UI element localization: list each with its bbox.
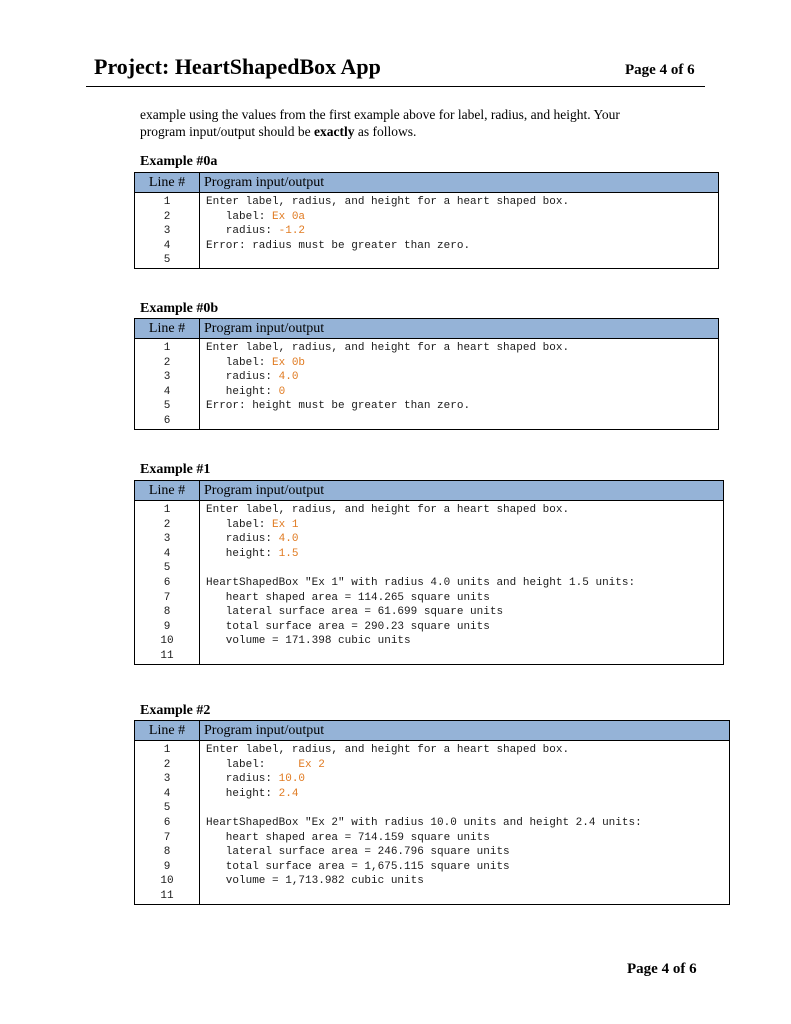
program-output-line xyxy=(200,860,730,875)
table-row xyxy=(135,547,724,562)
table-row xyxy=(135,620,724,635)
table-row xyxy=(135,253,719,268)
output-text: radius: xyxy=(206,225,279,238)
line-number: 3 xyxy=(135,370,200,385)
line-number: 9 xyxy=(135,620,200,635)
footer-page-number: Page 4 of 6 xyxy=(627,961,697,977)
intro-line-2-end: as follows. xyxy=(354,124,417,139)
user-input-value: Ex 0a xyxy=(272,210,306,223)
output-text: heart shaped area = 714.159 square units xyxy=(206,831,490,844)
table-row xyxy=(135,532,724,547)
user-input-value: Ex 1 xyxy=(272,518,299,531)
table-row xyxy=(135,787,730,802)
line-number: 2 xyxy=(135,356,200,371)
program-output-line xyxy=(200,801,730,816)
table-row xyxy=(135,385,719,400)
line-number: 6 xyxy=(135,414,200,429)
table-row xyxy=(135,758,730,773)
example-title: Example #0a xyxy=(140,154,218,169)
program-output-line xyxy=(200,399,719,414)
output-text: label: xyxy=(206,356,273,369)
line-number: 10 xyxy=(135,634,200,649)
program-output-line xyxy=(200,370,719,385)
program-io-header: Program input/output xyxy=(200,319,719,339)
program-output-line xyxy=(200,649,724,664)
user-input-value: 0 xyxy=(278,385,286,398)
user-input-value: 1.5 xyxy=(278,547,299,560)
line-number: 5 xyxy=(135,399,200,414)
table-row xyxy=(135,518,724,533)
table-row xyxy=(135,741,730,758)
program-io-header: Program input/output xyxy=(200,173,719,193)
output-text: total surface area = 1,675.115 square units xyxy=(206,860,510,873)
program-output-line xyxy=(200,561,724,576)
output-text: volume = 1,713.982 cubic units xyxy=(206,875,424,888)
table-row xyxy=(135,591,724,606)
program-output-line xyxy=(200,385,719,400)
program-output-line xyxy=(200,758,730,773)
program-output-line xyxy=(200,874,730,889)
output-text: height: xyxy=(206,787,279,800)
line-number: 5 xyxy=(135,801,200,816)
line-number: 6 xyxy=(135,816,200,831)
output-text: Enter label, radius, and height for a heart shaped box. xyxy=(206,342,570,354)
program-output-line xyxy=(200,845,730,860)
output-text: radius: xyxy=(206,533,279,546)
intro-paragraph xyxy=(140,106,700,140)
user-input-value: 4.0 xyxy=(278,371,299,384)
line-number: 1 xyxy=(135,339,200,356)
output-text: radius: xyxy=(206,773,279,786)
program-output-line xyxy=(200,889,730,904)
line-number: 4 xyxy=(135,787,200,802)
output-text: Error: height must be greater than zero. xyxy=(206,400,471,413)
table-row xyxy=(135,339,719,356)
program-output-line xyxy=(200,224,719,239)
table-row xyxy=(135,239,719,254)
program-output-line xyxy=(200,772,730,787)
line-number: 4 xyxy=(135,239,200,254)
table-row xyxy=(135,772,730,787)
line-number: 2 xyxy=(135,758,200,773)
program-output-line xyxy=(200,741,730,758)
header-page-number: Page 4 of 6 xyxy=(625,62,695,78)
table-row xyxy=(135,414,719,429)
user-input-value: -1.2 xyxy=(278,225,306,238)
header-divider xyxy=(86,86,705,87)
table-row xyxy=(135,889,730,904)
program-output-line xyxy=(200,239,719,254)
table-row xyxy=(135,605,724,620)
output-text: Enter label, radius, and height for a heart shaped box. xyxy=(206,196,570,208)
line-number: 2 xyxy=(135,210,200,225)
line-number: 5 xyxy=(135,253,200,268)
program-output-line xyxy=(200,193,719,210)
table-row xyxy=(135,399,719,414)
table-row xyxy=(135,370,719,385)
line-number-header: Line # xyxy=(135,721,200,741)
example-0b-table xyxy=(134,318,719,430)
output-text: volume = 171.398 cubic units xyxy=(206,635,411,648)
output-text: label: xyxy=(206,210,273,223)
program-output-line xyxy=(200,210,719,225)
output-text: Error: radius must be greater than zero. xyxy=(206,239,471,252)
program-io-header: Program input/output xyxy=(200,481,724,501)
table-row xyxy=(135,224,719,239)
program-output-line xyxy=(200,591,724,606)
table-row xyxy=(135,634,724,649)
user-input-value: 10.0 xyxy=(278,773,306,786)
line-number: 10 xyxy=(135,874,200,889)
program-output-line xyxy=(200,787,730,802)
output-text: label: xyxy=(206,518,273,531)
line-number: 4 xyxy=(135,385,200,400)
example-title: Example #0b xyxy=(140,301,219,316)
intro-line-1: example using the values from the first example above for label, radius, and height. Your xyxy=(140,107,620,122)
program-output-line xyxy=(200,532,724,547)
output-text: Enter label, radius, and height for a heart shaped box. xyxy=(206,504,570,516)
line-number: 3 xyxy=(135,772,200,787)
line-number: 7 xyxy=(135,831,200,846)
table-row xyxy=(135,561,724,576)
table-row xyxy=(135,845,730,860)
example-title: Example #1 xyxy=(140,462,211,477)
program-output-line xyxy=(200,253,719,268)
table-row xyxy=(135,874,730,889)
program-io-header: Program input/output xyxy=(200,721,730,741)
line-number: 8 xyxy=(135,845,200,860)
output-text: lateral surface area = 61.699 square units xyxy=(206,606,504,619)
program-output-line xyxy=(200,547,724,562)
example-0a-table xyxy=(134,172,719,269)
line-number: 6 xyxy=(135,576,200,591)
line-number: 1 xyxy=(135,501,200,518)
program-output-line xyxy=(200,501,724,518)
program-output-line xyxy=(200,339,719,356)
user-input-value: 4.0 xyxy=(278,533,299,546)
line-number-header: Line # xyxy=(135,319,200,339)
line-number: 3 xyxy=(135,532,200,547)
table-row xyxy=(135,210,719,225)
user-input-value: 2.4 xyxy=(278,787,299,800)
intro-line-2 xyxy=(140,123,700,140)
output-text: height: xyxy=(206,385,279,398)
line-number: 9 xyxy=(135,860,200,875)
table-row xyxy=(135,860,730,875)
line-number: 3 xyxy=(135,224,200,239)
output-text: lateral surface area = 246.796 square units xyxy=(206,846,510,859)
intro-line-2-start: program input/output should be xyxy=(140,124,314,139)
table-row xyxy=(135,649,724,664)
table-row xyxy=(135,501,724,518)
output-text: total surface area = 290.23 square units xyxy=(206,620,490,633)
line-number: 7 xyxy=(135,591,200,606)
output-text: HeartShapedBox "Ex 2" with radius 10.0 units and height 2.4 units: xyxy=(206,816,642,829)
output-text: height: xyxy=(206,547,279,560)
table-row xyxy=(135,576,724,591)
table-row xyxy=(135,193,719,210)
table-row xyxy=(135,831,730,846)
table-row xyxy=(135,816,730,831)
program-output-line xyxy=(200,518,724,533)
line-number-header: Line # xyxy=(135,173,200,193)
program-output-line xyxy=(200,605,724,620)
program-output-line xyxy=(200,816,730,831)
program-output-line xyxy=(200,634,724,649)
line-number: 4 xyxy=(135,547,200,562)
table-row xyxy=(135,801,730,816)
program-output-line xyxy=(200,831,730,846)
intro-emphasis: exactly xyxy=(313,124,355,139)
user-input-value: Ex 2 xyxy=(298,758,325,771)
line-number: 1 xyxy=(135,193,200,210)
example-title: Example #2 xyxy=(140,703,211,718)
document-title: Project: HeartShapedBox App xyxy=(94,54,381,79)
output-text: Enter label, radius, and height for a heart shaped box. xyxy=(206,744,570,756)
program-output-line xyxy=(200,576,724,591)
example-2-table xyxy=(134,720,730,905)
line-number: 11 xyxy=(135,649,200,664)
program-output-line xyxy=(200,356,719,371)
line-number-header: Line # xyxy=(135,481,200,501)
program-output-line xyxy=(200,414,719,429)
output-text: label: xyxy=(206,758,299,771)
example-1-table xyxy=(134,480,724,665)
line-number: 5 xyxy=(135,561,200,576)
output-text: heart shaped area = 114.265 square units xyxy=(206,591,490,604)
line-number: 1 xyxy=(135,741,200,758)
table-row xyxy=(135,356,719,371)
output-text: HeartShapedBox "Ex 1" with radius 4.0 units and height 1.5 units: xyxy=(206,576,636,589)
line-number: 2 xyxy=(135,518,200,533)
line-number: 11 xyxy=(135,889,200,904)
program-output-line xyxy=(200,620,724,635)
user-input-value: Ex 0b xyxy=(272,356,306,369)
line-number: 8 xyxy=(135,605,200,620)
output-text: radius: xyxy=(206,371,279,384)
